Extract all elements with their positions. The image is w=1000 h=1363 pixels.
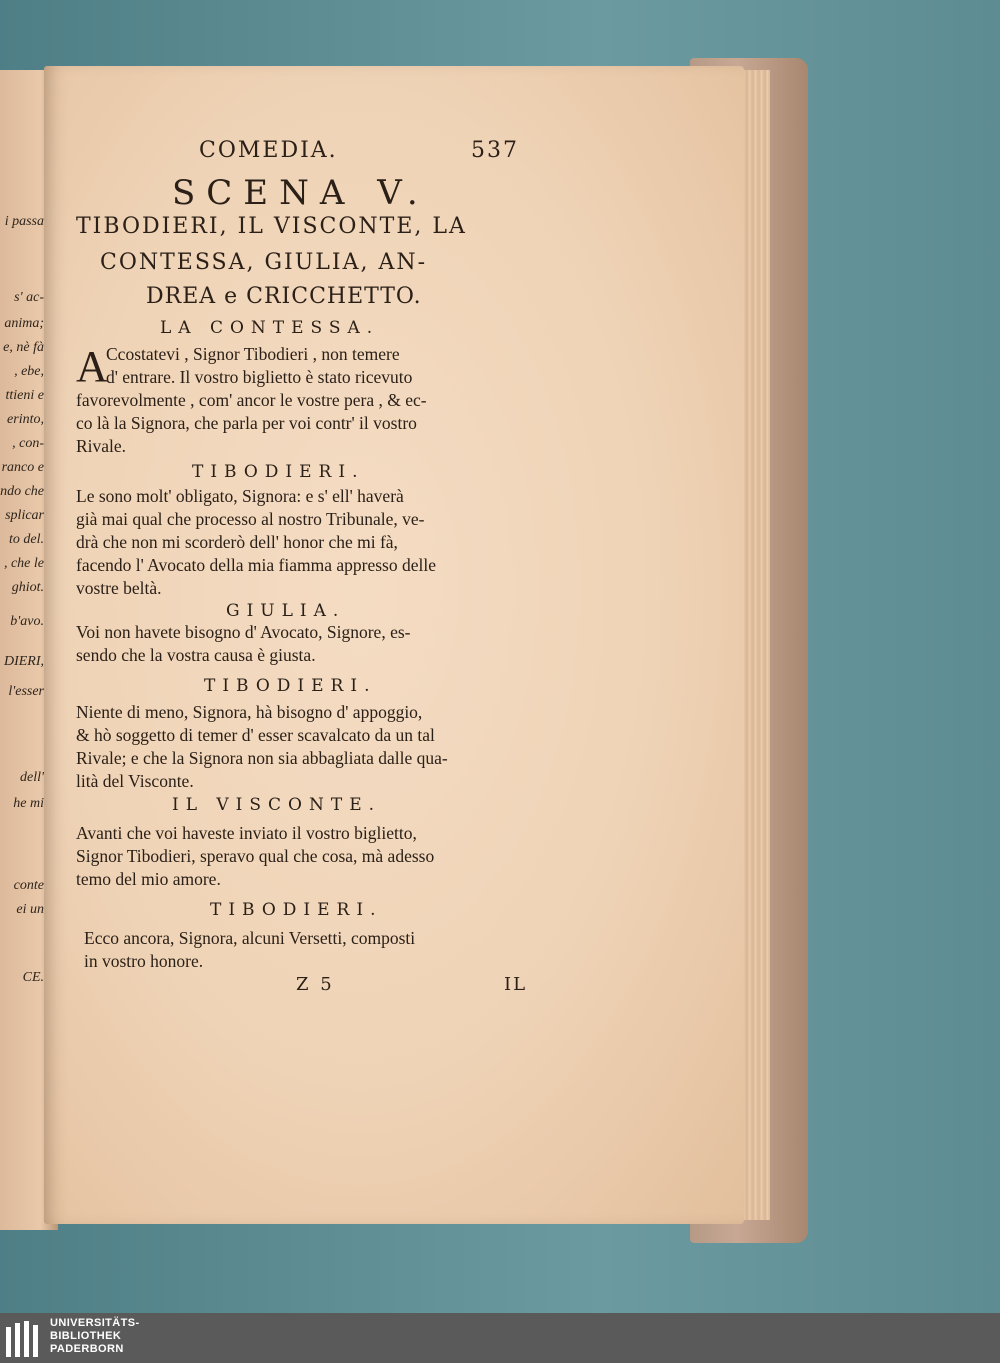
left-page-fragment: DIERI,	[3, 654, 44, 669]
text-line: favorevolmente , com' ancor le vostre pera , & ec-	[76, 390, 427, 410]
text-line: Le sono molt' obligato, Signora: e s' ell' haverà	[76, 486, 404, 506]
text-line: facendo l' Avocato della mia fiamma appresso delle	[76, 555, 436, 575]
cast-line: DREA e CRICCHETTO.	[146, 284, 422, 309]
left-page-fragment: ghiot.	[11, 580, 44, 595]
text-line: Rivale.	[76, 436, 127, 456]
left-page-fragment: ttieni e	[5, 388, 44, 403]
left-page-fragment: ranco e	[1, 460, 44, 475]
left-page-fragment: conte	[13, 878, 44, 893]
logo-text-line: UNIVERSITÄTS-	[50, 1317, 140, 1329]
running-head	[199, 138, 519, 163]
left-page-fragment: dell'	[20, 770, 44, 785]
logo-text-line: BIBLIOTHEK	[50, 1330, 122, 1342]
drop-cap: A	[76, 342, 108, 391]
cast-line: CONTESSA, GIULIA, AN-	[100, 250, 428, 275]
left-page-fragment: s' ac-	[14, 290, 44, 305]
left-page-fragment: , con-	[12, 436, 44, 451]
text-line: in vostro honore.	[84, 951, 204, 971]
text-line: temo del mio amore.	[76, 869, 221, 889]
left-page-fragment: l'esser	[8, 684, 44, 699]
text-line: Rivale; e che la Signora non sia abbagliata dalle qua-	[76, 748, 448, 768]
left-page-fragment: e, nè fà	[3, 340, 44, 355]
left-page-fragment: anima;	[4, 316, 44, 331]
speaker-name: TIBODIERI.	[204, 676, 377, 696]
left-page-fragment: CE.	[22, 970, 44, 985]
text-line: drà che non mi scorderò dell' honor che mi fà,	[76, 532, 398, 552]
cast-line: TIBODIERI, IL VISCONTE, LA	[76, 214, 467, 239]
speaker-name: TIBODIERI.	[210, 900, 383, 920]
right-page	[44, 66, 744, 1224]
page-number: 537	[471, 138, 519, 163]
logo-text-line: PADERBORN	[50, 1343, 124, 1355]
speaker-name: TIBODIERI.	[192, 462, 365, 482]
speaker-name: IL VISCONTE.	[172, 795, 382, 815]
text-line: lità del Visconte.	[76, 771, 194, 791]
library-footer	[0, 1313, 1000, 1363]
text-line: vostre beltà.	[76, 578, 162, 598]
text-line: Avanti che voi haveste inviato il vostro biglietto,	[76, 823, 417, 843]
text-line: d' entrare. Il vostro biglietto è stato ricevuto	[106, 367, 413, 387]
left-page-fragment: ndo che	[0, 484, 44, 499]
left-page-fragment: , che le	[3, 556, 44, 571]
left-page-fragment: b'avo.	[10, 614, 44, 629]
signature-mark: Z 5	[296, 974, 335, 995]
text-line: & hò soggetto di temer d' esser scavalcato da un tal	[76, 725, 435, 745]
running-title: COMEDIA.	[199, 138, 338, 163]
speaker-name: LA CONTESSA.	[160, 318, 380, 338]
speaker-name: GIULIA.	[226, 601, 346, 621]
text-line: Voi non havete bisogno d' Avocato, Signore, es-	[76, 622, 411, 642]
left-page-fragment: he mi	[13, 796, 44, 811]
left-page-fragment: erinto,	[7, 412, 44, 427]
text-line: Ecco ancora, Signora, alcuni Versetti, composti	[84, 928, 416, 948]
text-line: Signor Tibodieri, speravo qual che cosa, mà adesso	[76, 846, 435, 866]
left-page-fragment: i passa	[4, 214, 44, 229]
left-page-fragment: splicar	[5, 508, 44, 523]
catchword: IL	[504, 974, 528, 995]
library-logo-icon	[6, 1321, 42, 1357]
scene-title: SCENA V.	[172, 173, 429, 213]
text-line: co là la Signora, che parla per voi contr' il vostro	[76, 413, 417, 433]
text-line: Niente di meno, Signora, hà bisogno d' appoggio,	[76, 702, 423, 722]
left-page-fragment: , ebe,	[14, 364, 44, 379]
text-line: Ccostatevi , Signor Tibodieri , non temere	[106, 344, 400, 364]
text-line: sendo che la vostra causa è giusta.	[76, 645, 316, 665]
left-page-fragment: ei un	[16, 902, 44, 917]
left-page-fragment: to del.	[9, 532, 44, 547]
text-line: già mai qual che processo al nostro Tribunale, ve-	[76, 509, 425, 529]
